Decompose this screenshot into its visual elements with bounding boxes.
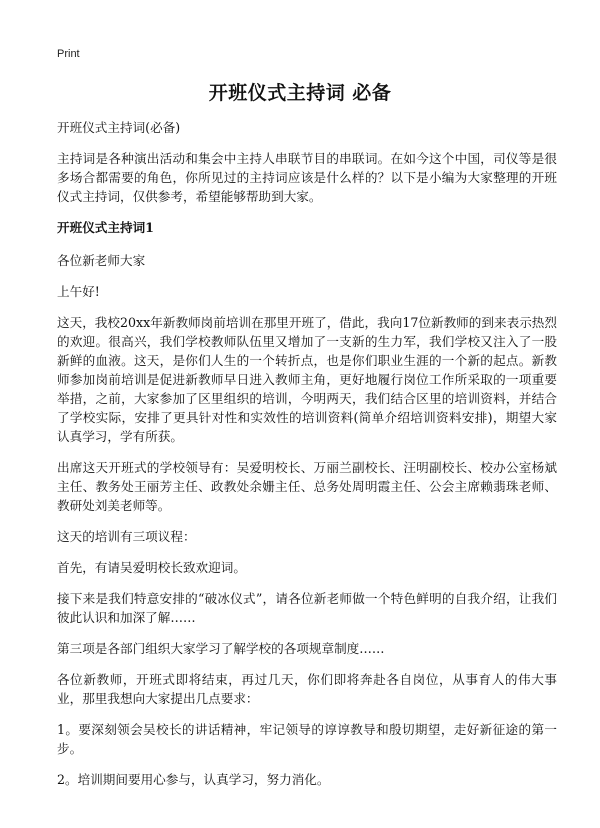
- paragraph-requirement-1: 1。要深刻领会吴校长的讲话精神，牢记领导的谆谆教导和殷切期望，走好新征途的第一步。: [57, 722, 557, 756]
- document-body: [57, 118, 557, 801]
- page-title: 开班仪式主持词 必备: [208, 82, 392, 104]
- paragraph-greeting-morning: 上午好!: [57, 284, 100, 299]
- paragraph-attendees: 出席这天开班式的学校领导有：吴爱明校长、万丽兰副校长、汪明副校长、校办公室杨斌主任、教务处王丽芳主任、政教处余姗主任、总务处周明霞主任、公会主席赖翡珠老师、教研处刘美老师等。: [57, 460, 557, 513]
- document-subtitle: 开班仪式主持词(必备): [57, 120, 181, 135]
- paragraph-agenda-second: 接下来是我们特意安排的“破冰仪式”，请各位新老师做一个特色鲜明的自我介绍，让我们彼此认识和加深了解……: [57, 591, 557, 625]
- print-link[interactable]: Print: [57, 48, 80, 60]
- paragraph-requirement-2: 2。培训期间要用心参与，认真学习，努力消化。: [57, 772, 330, 787]
- paragraph-welcome: 这天，我校20xx年新教师岗前培训在那里开班了，借此，我向17位新教师的到来表示热烈的欢迎。很高兴，我们学校教师队伍里又增加了一支新的生力军，我们学校又注入了一股新鲜的血液。这天，是你们人生的一个转折点，也是你们职业生涯的一个新的起点。新教师参加岗前培训是促进新教师早日进入教师主角，更好地履行岗位工作所采取的一项重要举措，之前，大家参加了区里组织的培训，今明两天，我们结合区里的培训资料，并结合了学校实际，安排了更具针对性和实效性的培训资料(简单介绍培训资料安排)，期望大家认真学习，学有所获。: [57, 315, 557, 444]
- paragraph-greeting-audience: 各位新老师大家: [57, 253, 146, 268]
- paragraph-agenda-intro: 这天的培训有三项议程：: [57, 529, 196, 544]
- section-heading: 开班仪式主持词1: [57, 220, 154, 235]
- paragraph-requirements-intro: 各位新教师，开班式即将结束，再过几天，你们即将奔赴各自岗位，从事育人的伟大事业，那里我想向大家提出几点要求：: [57, 672, 557, 706]
- paragraph-agenda-third: 第三项是各部门组织大家学习了解学校的各项规章制度……: [57, 641, 385, 656]
- paragraph-agenda-first: 首先，有请吴爱明校长致欢迎词。: [57, 560, 246, 575]
- intro-paragraph: 主持词是各种演出活动和集会中主持人串联节目的串联词。在如今这个中国，司仪等是很多场合都需要的角色，你所见过的主持词应该是什么样的？以下是小编为大家整理的开班仪式主持词，仅供参考，希望能够帮助到大家。: [57, 151, 557, 204]
